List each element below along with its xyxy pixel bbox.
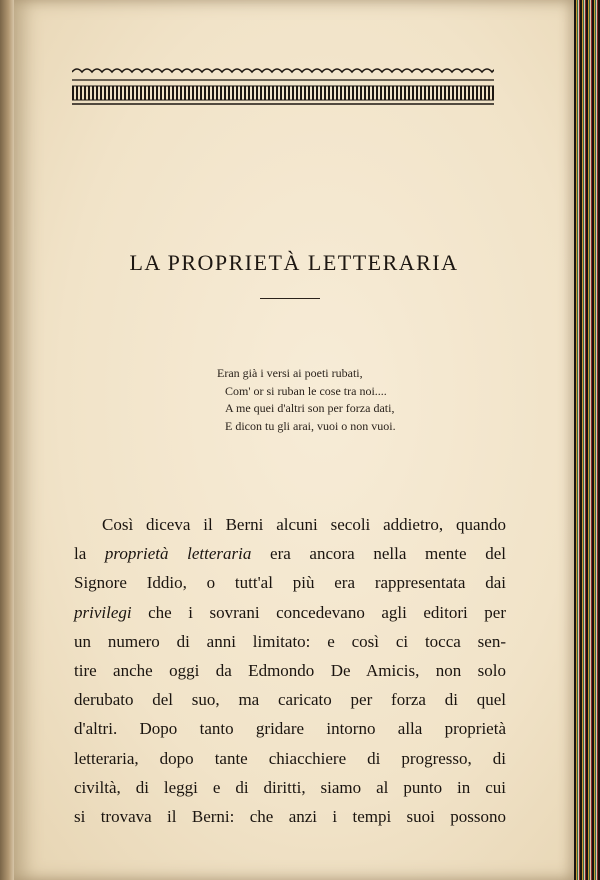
epigraph-line: Com' or si ruban le cose tra noi.... <box>225 383 387 398</box>
body-line <box>74 568 506 597</box>
ornament-hatched-band <box>72 86 494 100</box>
text-run: era ancora nella mente del <box>251 544 506 564</box>
italic-run: privilegi <box>74 602 132 622</box>
body-line <box>74 539 506 568</box>
text-run: derubato del suo, ma caricato per forza di quel <box>74 690 506 710</box>
body-line <box>74 773 506 802</box>
page-edges <box>574 0 600 880</box>
body-line <box>74 598 506 627</box>
text-run: tire anche oggi da Edmondo De Amicis, non solo <box>74 661 506 681</box>
body-line <box>74 510 506 539</box>
ornament-wave-line <box>72 69 494 72</box>
text-run: un numero di anni limitato: e così ci tocca sen- <box>74 631 506 651</box>
body-line <box>74 627 506 656</box>
text-run: civiltà, di leggi e di diritti, siamo al punto in cui <box>74 777 506 797</box>
italic-run: proprietà letteraria <box>104 544 252 564</box>
epigraph <box>217 365 396 435</box>
body-line <box>74 714 506 743</box>
text-run: d'altri. Dopo tanto gridare intorno alla proprietà <box>74 719 506 739</box>
book-page <box>14 0 574 880</box>
title-rule <box>260 298 320 299</box>
page-title: LA PROPRIETÀ LETTERARIA <box>129 250 459 275</box>
text-run: letteraria, dopo tante chiacchiere di progresso, di <box>74 748 506 768</box>
header-ornament <box>72 62 494 106</box>
text-run: Così diceva il Berni alcuni secoli addietro, quando <box>102 515 506 534</box>
body-line <box>74 802 506 831</box>
text-run: la <box>74 544 105 564</box>
body-paragraph <box>74 510 506 831</box>
text-run: Signore Iddio, o tutt'al più era rappresentata dai <box>74 573 506 593</box>
epigraph-line: A me quei d'altri son per forza dati, <box>225 401 395 415</box>
text-run: si trovava il Berni: che anzi i tempi suoi possono <box>74 807 506 827</box>
body-line <box>74 685 506 714</box>
body-line <box>74 744 506 773</box>
body-line <box>74 656 506 685</box>
epigraph-line: Eran già i versi ai poeti rubati, <box>217 366 363 380</box>
epigraph-line: E dicon tu gli arai, vuoi o non vuoi. <box>225 418 396 433</box>
text-run: che i sovrani concedevano agli editori per <box>131 602 506 622</box>
